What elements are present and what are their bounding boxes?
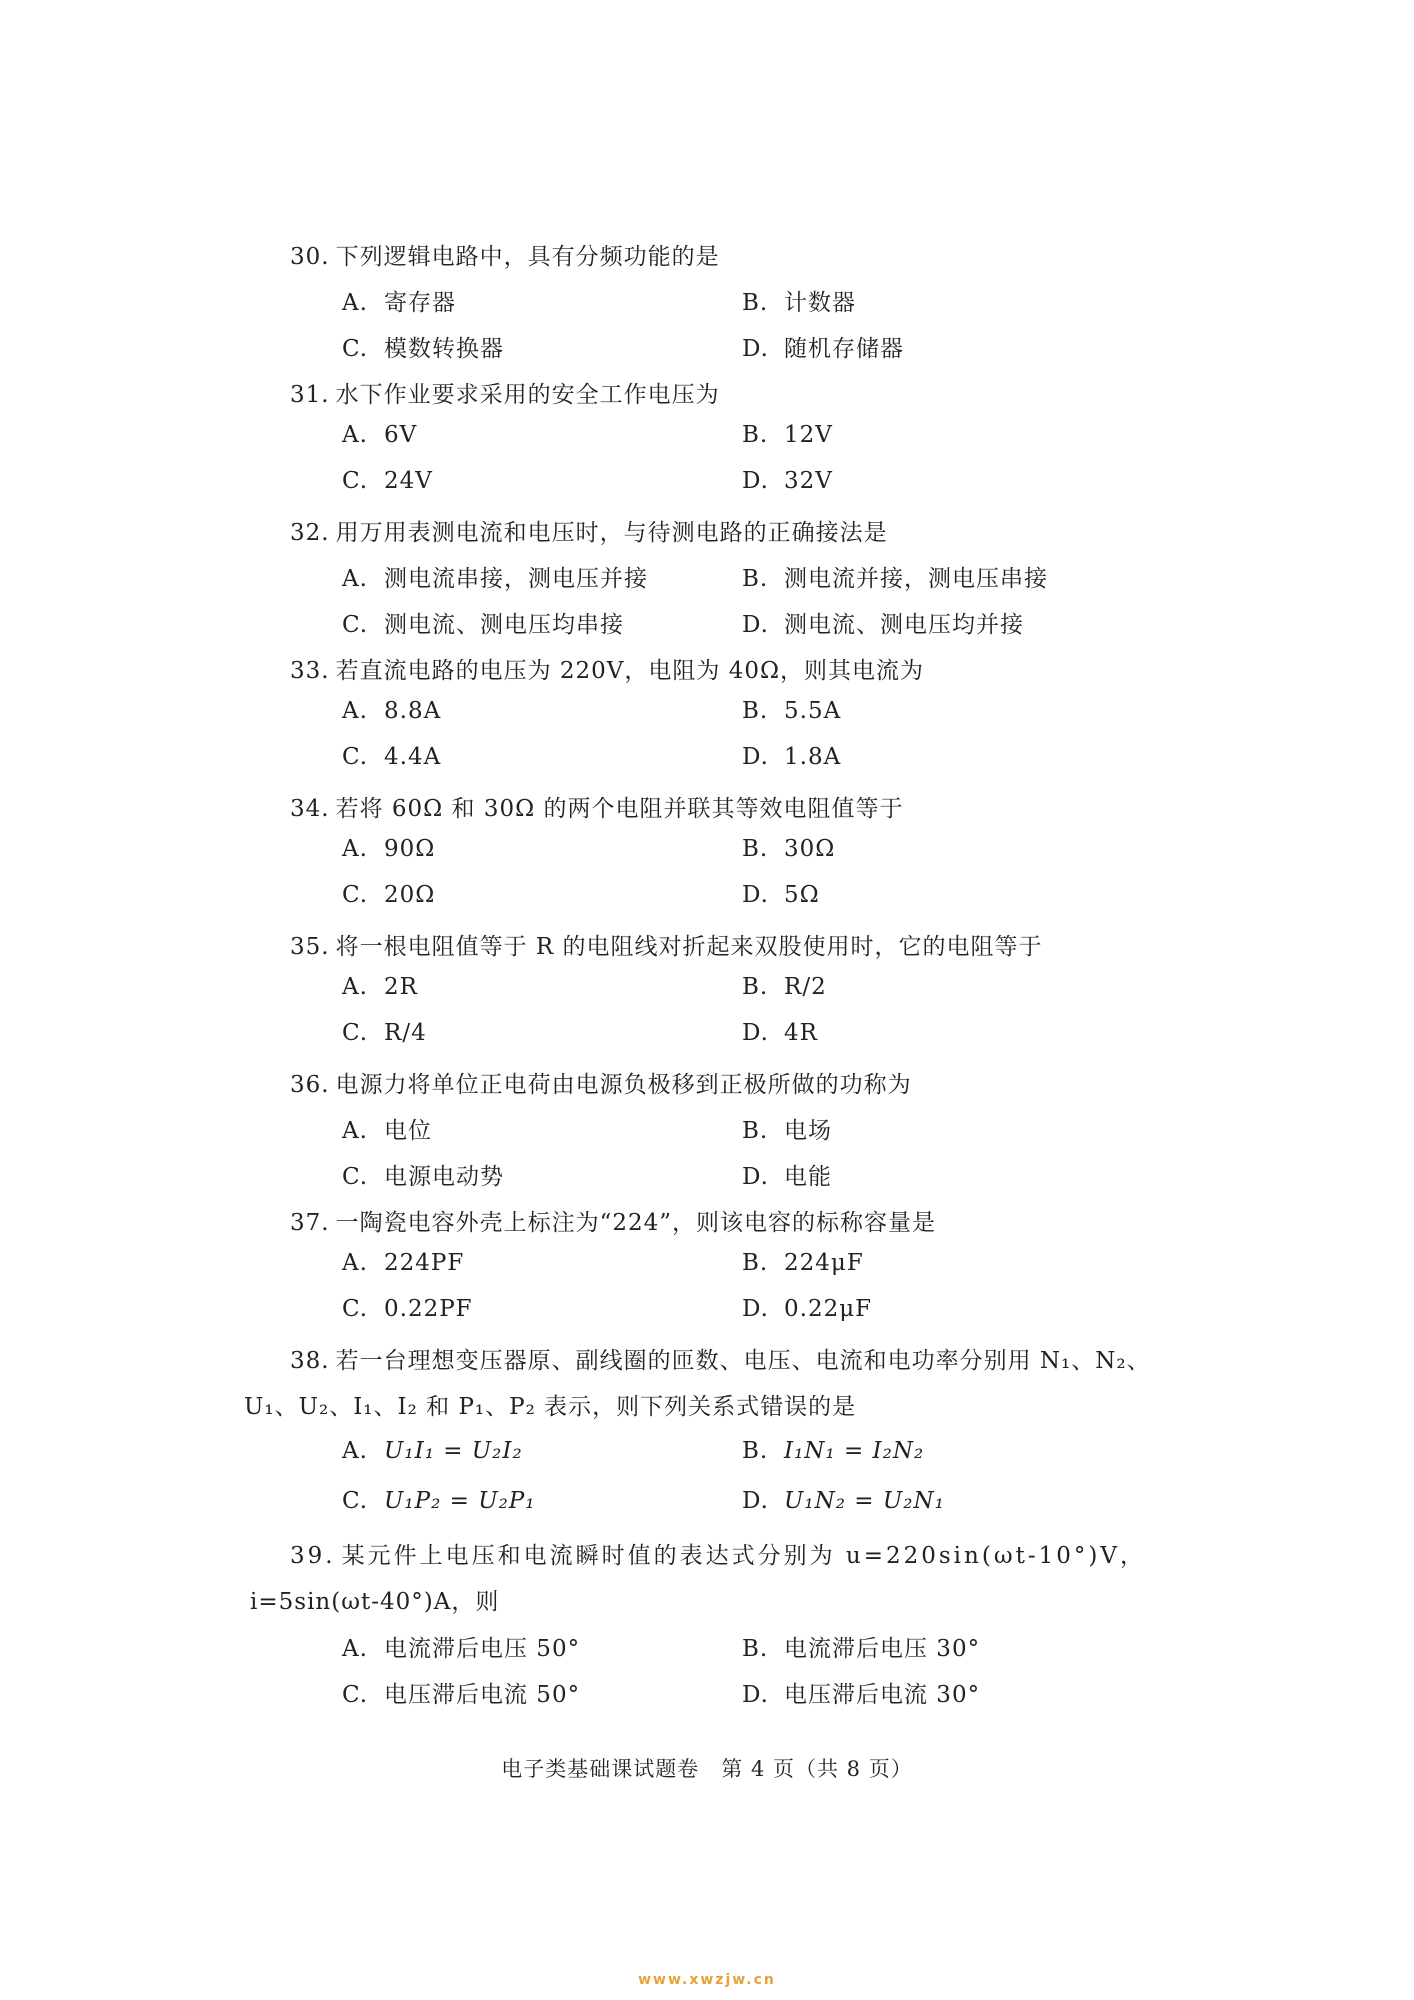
- option-b: B. 测电流并接，测电压串接: [742, 566, 1048, 592]
- question-32-stem: [290, 514, 888, 547]
- question-text: 若将 60Ω 和 30Ω 的两个电阻并联其等效电阻值等于: [335, 796, 904, 822]
- option-b: B. 电流滞后电压 30°: [742, 1636, 981, 1662]
- question-number: 37.: [290, 1210, 330, 1236]
- question-text: 将一根电阻值等于 R 的电阻线对折起来双股使用时，它的电阻等于: [335, 934, 1043, 960]
- option-b: B. 计数器: [742, 290, 856, 316]
- option-a: A. 8.8A: [342, 698, 442, 724]
- option-b: B. I₁N₁ = I₂N₂: [742, 1438, 925, 1464]
- option-a: A. 224PF: [342, 1250, 465, 1276]
- watermark: www.xwzjw.cn: [638, 1972, 776, 1988]
- option-a: A. U₁I₁ = U₂I₂: [342, 1438, 523, 1464]
- question-38-stem: [290, 1342, 1151, 1375]
- question-37-stem: [290, 1204, 936, 1237]
- option-c: C. 电压滞后电流 50°: [342, 1682, 581, 1708]
- option-b: B. 224μF: [742, 1250, 864, 1276]
- option-a: A. 寄存器: [342, 290, 456, 316]
- question-number: 39.: [290, 1543, 336, 1569]
- question-number: 34.: [290, 796, 330, 822]
- question-text: 若一台理想变压器原、副线圈的匝数、电压、电流和电功率分别用 N₁、N₂、: [335, 1348, 1151, 1374]
- option-d: D. 4R: [742, 1020, 818, 1046]
- question-text: 一陶瓷电容外壳上标注为“224”，则该电容的标称容量是: [335, 1210, 936, 1236]
- option-b: B. 电场: [742, 1118, 832, 1144]
- question-number: 32.: [290, 520, 330, 546]
- question-35-stem: [290, 928, 1043, 961]
- option-b: B. 5.5A: [742, 698, 842, 724]
- question-30-stem: [290, 238, 720, 271]
- option-c: C. 电源电动势: [342, 1164, 504, 1190]
- question-text: 用万用表测电流和电压时，与待测电路的正确接法是: [335, 520, 888, 546]
- option-c: C. 24V: [342, 468, 433, 494]
- option-c: C. 20Ω: [342, 882, 436, 908]
- question-number: 30.: [290, 244, 330, 270]
- option-a: A. 电位: [342, 1118, 432, 1144]
- option-d: D. 5Ω: [742, 882, 820, 908]
- question-36-stem: [290, 1066, 912, 1099]
- question-number: 33.: [290, 658, 330, 684]
- question-39-continuation: i=5sin(ωt-40°)A，则: [250, 1589, 500, 1615]
- option-a: A. 2R: [342, 974, 418, 1000]
- option-d: D. 0.22μF: [742, 1296, 873, 1322]
- question-31-stem: [290, 376, 720, 409]
- option-d: D. 1.8A: [742, 744, 842, 770]
- option-c: C. R/4: [342, 1020, 427, 1046]
- question-number: 38.: [290, 1348, 330, 1374]
- question-33-stem: [290, 652, 924, 685]
- question-34-stem: [290, 790, 904, 823]
- option-c: C. 4.4A: [342, 744, 442, 770]
- question-number: 36.: [290, 1072, 330, 1098]
- question-39-stem: [290, 1537, 1146, 1570]
- option-d: D. 测电流、测电压均并接: [742, 612, 1024, 638]
- question-text: 水下作业要求采用的安全工作电压为: [335, 382, 720, 408]
- page-footer: 电子类基础课试题卷 第 4 页（共 8 页）: [501, 1757, 913, 1781]
- question-38-continuation: U₁、U₂、I₁、I₂ 和 P₁、P₂ 表示，则下列关系式错误的是: [244, 1394, 857, 1420]
- option-c: C. 0.22PF: [342, 1296, 473, 1322]
- option-a: A. 电流滞后电压 50°: [342, 1636, 581, 1662]
- option-a: A. 测电流串接，测电压并接: [342, 566, 648, 592]
- option-c: C. 测电流、测电压均串接: [342, 612, 624, 638]
- question-text: 下列逻辑电路中，具有分频功能的是: [335, 244, 720, 270]
- option-d: D. 随机存储器: [742, 336, 904, 362]
- option-b: B. R/2: [742, 974, 827, 1000]
- option-c: C. 模数转换器: [342, 336, 504, 362]
- option-d: D. U₁N₂ = U₂N₁: [742, 1488, 945, 1514]
- question-number: 35.: [290, 934, 330, 960]
- question-text: 电源力将单位正电荷由电源负极移到正极所做的功称为: [335, 1072, 912, 1098]
- option-d: D. 电压滞后电流 30°: [742, 1682, 981, 1708]
- question-text: 若直流电路的电压为 220V，电阻为 40Ω，则其电流为: [335, 658, 925, 684]
- option-a: A. 6V: [342, 422, 418, 448]
- option-b: B. 12V: [742, 422, 833, 448]
- option-a: A. 90Ω: [342, 836, 436, 862]
- option-b: B. 30Ω: [742, 836, 836, 862]
- option-d: D. 32V: [742, 468, 833, 494]
- option-c: C. U₁P₂ = U₂P₁: [342, 1488, 536, 1514]
- question-text: 某元件上电压和电流瞬时值的表达式分别为 u=220sin(ωt-10°)V，: [341, 1543, 1146, 1569]
- option-d: D. 电能: [742, 1164, 832, 1190]
- question-number: 31.: [290, 382, 330, 408]
